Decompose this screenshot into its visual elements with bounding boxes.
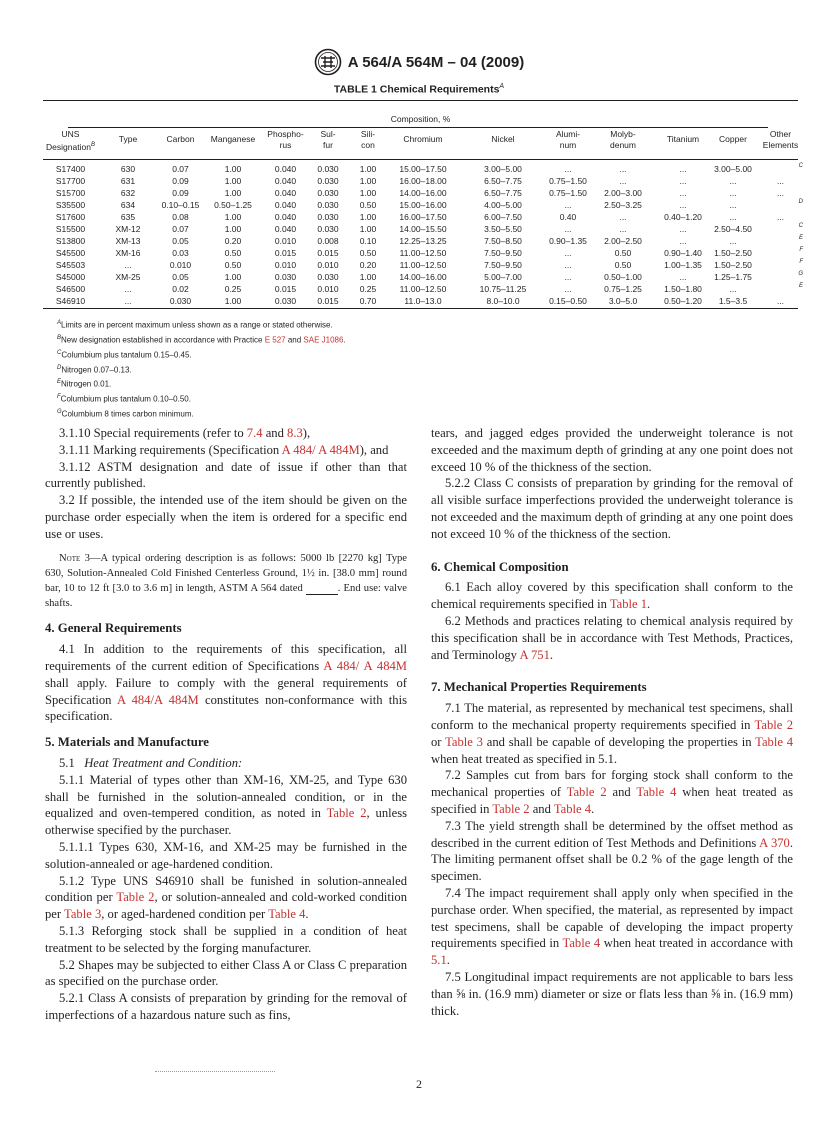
table-cell: S35500	[55, 200, 86, 210]
table-cell: 0.70	[359, 296, 377, 306]
table-cell: 0.010	[274, 236, 297, 246]
table-cell: 0.030	[317, 164, 339, 174]
table-footnote: $^F$Columbium plus tantalum 0.10–0.50.	[57, 394, 191, 404]
table-cell: 0.90–1.40	[664, 248, 702, 258]
link-table-2[interactable]: Table 2	[492, 801, 530, 816]
column-header: Other Elements	[762, 129, 799, 150]
link-a751[interactable]: A 751	[519, 647, 550, 662]
table-cell: 0.040	[274, 164, 297, 174]
table-cell: S15700	[55, 188, 86, 198]
link-table-4[interactable]: Table 4	[268, 907, 306, 922]
para-5-2: 5.2 Shapes may be subjected to either Class A or Class C preparation as specified on the purchase order.	[45, 957, 407, 989]
table-cell: 0.25	[224, 284, 242, 294]
table-cell: 1.5–3.5	[718, 296, 748, 306]
table-cell: 0.040	[274, 188, 297, 198]
table-cell: 0.20	[359, 260, 377, 270]
column-header: Alumi- num	[555, 129, 581, 150]
table-cell: 14.00–15.50	[399, 224, 447, 234]
table-cell: 1.00	[224, 164, 242, 174]
table-cell: XM-13	[115, 236, 141, 246]
table-cell: ...	[619, 224, 627, 234]
table-cell: 1.00	[224, 224, 242, 234]
table-cell: 0.030	[274, 296, 297, 306]
table-cell: ...	[776, 212, 785, 222]
table-cell: 1.00	[359, 176, 377, 186]
link-e527[interactable]: E 527	[264, 335, 286, 345]
table-cell: S17400	[55, 164, 86, 174]
table-cell: 1.50–2.50	[714, 248, 752, 258]
link-table-1[interactable]: Table 1	[609, 597, 648, 612]
table-row	[43, 163, 803, 175]
link-table-2[interactable]: Table 2	[754, 717, 793, 732]
table-cell: ...	[564, 224, 572, 234]
table-cell: 0.75–1.50	[549, 188, 587, 198]
table-cell: 0.015	[274, 284, 297, 294]
table-cell: 0.030	[317, 272, 339, 282]
table-cell: 0.010	[317, 260, 339, 270]
table-cell: ...	[679, 164, 687, 174]
para-5-1-1: 5.1.1 Material of types other than XM-16, XM-25, and Type 630 shall be furnished in the solution-annealed condition, or in the equalized and oven-tempered condition, as noted in Table 2, unless otherwise specified by the purchaser.	[45, 772, 408, 838]
table-title: TABLE 1 Chemical Requirements$^A$	[333, 83, 505, 96]
para-5-1: 5.1 Heat Treatment and Condition:	[59, 755, 243, 770]
table-cell: 1.00	[359, 164, 377, 174]
table-cell: 0.50	[224, 248, 242, 258]
table-cell: 0.030	[317, 200, 339, 210]
para-7-5: 7.5 Longitudinal impact requirements are not applicable to bars less than ⅝ in. (16.9 mm) diameter or size or flats less than ⅝ in. (16.9 mm) thick.	[431, 969, 793, 1018]
table-cell: XM-25	[115, 272, 141, 282]
table-cell: 0.20	[224, 236, 242, 246]
note-3: Note 3—A typical ordering description is as follows: 5000 lb [2270 kg] Type 630, Solution-Annealed Cold Finished Centerless Ground, 1½ in. [38.0 mm] round bar, 10 to 12 ft [3.0 to 3.6 m] in length, ASTM A 564 dated . End use: valve shafts.	[45, 552, 408, 610]
table-cell: 0.40	[559, 212, 577, 222]
table-cell: 635	[120, 212, 136, 222]
table-cell: 0.040	[274, 176, 297, 186]
table-row	[43, 235, 803, 247]
table-cell: 11.0–13.0	[404, 296, 442, 306]
column-header: Chromium	[403, 134, 443, 144]
scan-artifact	[155, 1071, 275, 1072]
table-cell: S13800	[55, 236, 86, 246]
heading-mechanical-properties: 7. Mechanical Properties Requirements	[431, 680, 647, 695]
table-cell: ...	[619, 164, 627, 174]
table-cell: 0.015	[274, 248, 297, 258]
table-cell: ...	[729, 284, 737, 294]
table-cell: 11.00–12.50	[399, 284, 447, 294]
table-footnote: $^A$Limits are in percent maximum unless shown as a range or stated otherwise.	[57, 320, 333, 330]
table-cell: 0.030	[317, 176, 339, 186]
table-cell: 0.015	[317, 296, 339, 306]
para-3-2: 3.2 If possible, the intended use of the item should be given on the purchase order especially when the item is ordered for a specific end use or uses.	[45, 493, 407, 541]
table-cell: 1.00	[359, 272, 377, 282]
table-cell: 3.50–5.50	[484, 224, 522, 234]
table-cell: 2.50–3.25	[604, 200, 642, 210]
table-cell: 1.00	[359, 224, 377, 234]
table-cell: 0.010	[169, 260, 192, 270]
table-cell: 1.00	[224, 296, 242, 306]
table-cell: 634	[120, 200, 136, 210]
table-cell: 3.00–5.00	[714, 164, 752, 174]
table-cell: 1.00	[224, 272, 242, 282]
table-cell: 0.09	[172, 176, 189, 186]
table-cell: 0.75–1.50	[549, 176, 587, 186]
para-5-1-3: 5.1.3 Reforging stock shall be supplied in a condition of heat treatment to be selected by the forging manufacturer.	[45, 923, 407, 955]
table-footnote: $^D$Nitrogen 0.07–0.13.	[57, 364, 132, 375]
table-footnote: $^C$Columbium plus tantalum 0.15–0.45.	[57, 349, 192, 360]
table-cell: 16.00–18.00	[399, 176, 447, 186]
para-5-2-1: 5.2.1 Class A consists of preparation by grinding for the removal of imperfections of a hazardous nature such as fins,	[45, 991, 407, 1022]
table-cell: 0.25	[359, 284, 377, 294]
column-header: Phospho- rus	[267, 129, 304, 150]
table-cell: 2.50–4.50	[714, 224, 752, 234]
table-cell: 0.02	[172, 284, 189, 294]
table-cell: 5.00–7.00	[484, 272, 522, 282]
column-header: Sul- fur	[320, 129, 336, 150]
table-cell: S15500	[55, 224, 86, 234]
link-5-1[interactable]: 5.1	[431, 953, 447, 968]
table-cell: 1.50–1.80	[664, 284, 702, 294]
table-cell: 0.030	[317, 224, 339, 234]
column-header: UNS Designation$^B$	[46, 129, 95, 152]
table-footnote: $^E$Nitrogen 0.01.	[57, 379, 112, 390]
table-cell: 1.00	[359, 212, 377, 222]
table-cell: 11.00–12.50	[399, 260, 447, 270]
table-cell: 0.040	[274, 212, 297, 222]
table-cell: ...	[564, 284, 572, 294]
table-cell: G	[798, 271, 803, 277]
table-cell: ...	[776, 296, 785, 306]
link-a484[interactable]: A 484/ A 484M	[281, 442, 360, 457]
table-cell: 631	[120, 176, 136, 186]
link-a484-b[interactable]: A 484/A 484M	[117, 692, 199, 707]
table-cell: 0.030	[317, 188, 339, 198]
table-cell: 1.00	[224, 188, 242, 198]
table-cell: 0.50–1.25	[214, 200, 252, 210]
table-cell: ...	[619, 176, 627, 186]
table-cell: ...	[124, 260, 132, 270]
table-cell: ...	[679, 236, 687, 246]
table-cell: S46500	[55, 284, 86, 294]
table-cell: 0.040	[274, 200, 297, 210]
table-cell: 6.50–7.75	[484, 176, 522, 186]
table-cell: ...	[729, 212, 737, 222]
table-cell: 6.00–7.50	[484, 212, 522, 222]
table-cell: ...	[679, 176, 687, 186]
table-cell: 0.50	[359, 248, 377, 258]
table-cell: 0.030	[317, 212, 339, 222]
link-table-3[interactable]: Table 3	[445, 734, 483, 749]
column-header: Molyb- denum	[610, 129, 636, 150]
table-row	[43, 283, 803, 295]
para-5-2-2: 5.2.2 Class C consists of preparation by grinding for the removal of all visible surface imperfections provided the underweight tolerance is not exceeded and the maximum depth of grinding at any one point does not exceed 10 % of the thickness of the section.	[431, 476, 793, 541]
table-cell: 0.50–1.00	[604, 272, 642, 282]
composition-label: Composition, %	[390, 114, 451, 124]
column-header: Titanium	[666, 134, 700, 144]
table-cell: 0.07	[172, 164, 189, 174]
table-cell: ...	[729, 176, 737, 186]
heading-general-requirements: 4. General Requirements	[45, 621, 182, 636]
column-header: Nickel	[491, 134, 515, 144]
table-cell: S46910	[55, 296, 86, 306]
table-cell: 0.50	[224, 260, 242, 270]
column-header: Manganese	[210, 134, 256, 144]
para-3-1-10: 3.1.10 Special requirements (refer to 7.4 and 8.3),	[59, 426, 311, 440]
table-cell: ...	[679, 224, 687, 234]
table-cell: ...	[679, 188, 687, 198]
link-7-4[interactable]: 7.4	[246, 426, 263, 440]
table-cell: 14.00–16.00	[399, 272, 447, 282]
para-3-1-12: 3.1.12 ASTM designation and date of issue if other than that currently published.	[45, 459, 407, 491]
table-cell: 0.010	[274, 260, 297, 270]
table-cell: 0.50	[614, 260, 632, 270]
column-header: Carbon	[166, 134, 195, 144]
heading-chemical-composition: 6. Chemical Composition	[431, 559, 569, 574]
table-cell: 14.00–16.00	[399, 188, 447, 198]
link-table-2[interactable]: Table 2	[116, 890, 155, 905]
table-row	[43, 223, 803, 235]
table-cell: 0.10–0.15	[161, 200, 200, 210]
table-cell: S45503	[55, 260, 86, 270]
column-header: Type	[118, 134, 138, 144]
table-cell: 7.50–9.50	[484, 260, 522, 270]
table-cell: S17700	[55, 176, 86, 186]
link-table-3[interactable]: Table 3	[64, 907, 102, 922]
table-row	[43, 259, 803, 271]
para-7-4: 7.4 The impact requirement shall apply only when specified in the purchase order. When specified, the material, as represented by impact test specimens, shall be capable of developing the impact property requirements specified in Table 4 when heat treated in accordance with 5.1.	[431, 885, 793, 968]
table-cell: 1.25–1.75	[714, 272, 752, 282]
link-8-3[interactable]: 8.3	[287, 426, 303, 440]
table-cell: 6.50–7.75	[484, 188, 522, 198]
table-cell: 3.00–5.00	[484, 164, 522, 174]
para-7-2: 7.2 Samples cut from bars for forging stock shall conform to the mechanical properties of Table 2 and Table 4 when heat treated as specified in Table 2 and Table 4.	[431, 768, 793, 816]
table-cell: 0.010	[317, 284, 339, 294]
table-cell: 1.00	[224, 212, 242, 222]
column-header: Sili- con	[360, 129, 376, 150]
column-header: Copper	[719, 134, 747, 144]
table-cell: 15.00–16.00	[399, 200, 447, 210]
table-cell: ...	[124, 296, 132, 306]
table-cell: 0.05	[172, 272, 189, 282]
table-cell: ...	[679, 200, 687, 210]
table-cell: 1.00	[224, 176, 242, 186]
table-cell: 0.030	[274, 272, 297, 282]
table-cell: 12.25–13.25	[399, 236, 447, 246]
table-cell: E	[798, 235, 803, 241]
para-3-1-11: 3.1.11 Marking requirements (Specification A 484/ A 484M), and	[59, 442, 389, 457]
astm-logo-icon	[314, 48, 342, 76]
table-cell: F	[799, 259, 803, 265]
table-cell: 11.00–12.50	[399, 248, 447, 258]
table-cell: 0.50	[614, 248, 632, 258]
table-cell: XM-12	[115, 224, 141, 234]
table-cell: ...	[679, 272, 687, 282]
table-row	[43, 247, 803, 259]
table-cell: 0.015	[317, 248, 339, 258]
table-cell: 4.00–5.00	[484, 200, 522, 210]
table-cell: 0.15–0.50	[549, 296, 587, 306]
table-cell: 630	[120, 164, 136, 174]
table-cell: 0.75–1.25	[604, 284, 642, 294]
table-cell: 1.00	[359, 188, 377, 198]
link-table-4[interactable]: Table 4	[553, 801, 592, 816]
link-sae-j1086[interactable]: SAE J1086	[303, 335, 344, 345]
heading-materials-manufacture: 5. Materials and Manufacture	[45, 735, 209, 750]
table-cell: 7.50–8.50	[484, 236, 522, 246]
link-table-4[interactable]: Table 4	[636, 785, 677, 800]
table-footnotes	[57, 317, 346, 421]
table-header-row	[43, 129, 798, 160]
table-cell: 2.00–2.50	[604, 236, 642, 246]
table-cell: 16.00–17.50	[399, 212, 447, 222]
table-cell: ...	[776, 176, 785, 186]
table-cell: 0.09	[172, 188, 189, 198]
table-cell: S45000	[55, 272, 86, 282]
table-cell: 7.50–9.50	[484, 248, 522, 258]
table-footnote: $^G$Columbium 8 times carbon minimum.	[57, 409, 194, 419]
table-cell: 2.00–3.00	[604, 188, 642, 198]
table-cell: 0.008	[317, 236, 339, 246]
link-table-4[interactable]: Table 4	[562, 936, 601, 951]
table-cell: ...	[729, 200, 737, 210]
table-cell: 0.040	[274, 224, 297, 234]
table-row	[43, 295, 798, 307]
table-cell: ...	[564, 164, 572, 174]
table-row	[43, 211, 798, 223]
table-cell: 1.50–2.50	[714, 260, 752, 270]
table-cell: S45500	[55, 248, 86, 258]
chemical-requirements-table	[43, 100, 803, 309]
link-table-4[interactable]: Table 4	[755, 734, 794, 749]
para-5-1-2: 5.1.2 Type UNS S46910 shall be funished in solution-annealed condition per Table 2, or solution-annealed and cold-worked condition per Table 3, or aged-hardened condition per Table 4.	[45, 873, 407, 922]
table-cell: C	[798, 163, 803, 169]
document-header	[0, 48, 838, 76]
table-cell: ...	[564, 200, 572, 210]
table-cell: ...	[729, 188, 737, 198]
table-cell: ...	[619, 212, 627, 222]
table-cell: 15.00–17.50	[399, 164, 447, 174]
para-7-1: 7.1 The material, as represented by mechanical test specimens, shall conform to the mechanical property requirements specified in Table 2 or Table 3 and shall be capable of developing the properties in Table 4 when heat treated as specified in 5.1.	[431, 701, 794, 766]
table-cell: F	[799, 247, 803, 253]
para-5-1-1-1: 5.1.1.1 Types 630, XM-16, and XM-25 may be furnished in the solution-annealed or age-hardened condition.	[45, 839, 407, 871]
table-cell: 0.50	[359, 200, 377, 210]
table-cell: E	[798, 283, 803, 289]
table-cell: ...	[564, 260, 572, 270]
table-cell: 3.0–5.0	[608, 296, 638, 306]
page-number: 2	[416, 1077, 422, 1091]
para-6-2: 6.2 Methods and practices relating to chemical analysis required by this specification shall be in accordance with Test Methods, Practices, and Terminology A 751.	[431, 613, 793, 662]
table-cell: 0.07	[172, 224, 189, 234]
left-column	[45, 425, 407, 1024]
link-a484-a[interactable]: A 484/ A 484M	[323, 658, 407, 673]
table-cell: ...	[729, 236, 737, 246]
table-row	[43, 175, 798, 187]
table-cell: 0.50–1.20	[664, 296, 702, 306]
link-table-2[interactable]: Table 2	[326, 806, 367, 821]
table-row	[43, 271, 803, 283]
table-footnote: $^B$New designation established in accordance with Practice E 527 and SAE J1086.	[57, 334, 346, 345]
table-cell: 632	[120, 188, 136, 198]
table-cell: XM-16	[115, 248, 141, 258]
table-cell: 0.10	[359, 236, 377, 246]
para-5-2-1-cont: tears, and jagged edges provided the underweight tolerance is not exceeded and the maximum depth of grinding at any one point does not exceed 10 % of the thickness of the section.	[431, 426, 793, 474]
table-cell: 0.03	[172, 248, 189, 258]
table-cell: ...	[564, 272, 572, 282]
table-cell: 10.75–11.25	[479, 284, 527, 294]
table-cell: 0.030	[169, 296, 192, 306]
right-column	[431, 425, 793, 1019]
para-6-1: 6.1 Each alloy covered by this specification shall conform to the chemical requirements specified in Table 1.	[431, 580, 793, 612]
table-row	[43, 187, 798, 199]
table-cell: 1.00–1.35	[664, 260, 702, 270]
table-body	[43, 160, 803, 309]
table-row	[43, 199, 803, 211]
table-cell: 0.90–1.35	[549, 236, 587, 246]
table-cell: ...	[564, 248, 572, 258]
link-a370[interactable]: A 370	[759, 835, 790, 850]
para-7-3: 7.3 The yield strength shall be determined by the offset method as described in the current edition of Test Methods and Definitions A 370. The limiting permanent offset shall be 0.2 % of the gage length of the specimen.	[431, 818, 793, 884]
para-4-1: 4.1 In addition to the requirements of this specification, all requirements of the current edition of Specifications A 484/ A 484M shall apply. Failure to comply with the general requirements of Specification A 484/A 484M constitutes non-conformance with this specification.	[45, 642, 407, 724]
table-cell: C	[798, 223, 803, 229]
table-cell: ...	[776, 188, 785, 198]
link-table-2[interactable]: Table 2	[566, 785, 607, 800]
table-cell: S17600	[55, 212, 86, 222]
table-cell: D	[798, 199, 803, 205]
table-cell: 0.08	[172, 212, 189, 222]
table-cell: 0.05	[172, 236, 189, 246]
standard-designation: A 564/A 564M – 04 (2009)	[347, 53, 525, 71]
table-cell: 8.0–10.0	[486, 296, 520, 306]
table-cell: ...	[124, 284, 132, 294]
table-cell: 0.40–1.20	[664, 212, 702, 222]
